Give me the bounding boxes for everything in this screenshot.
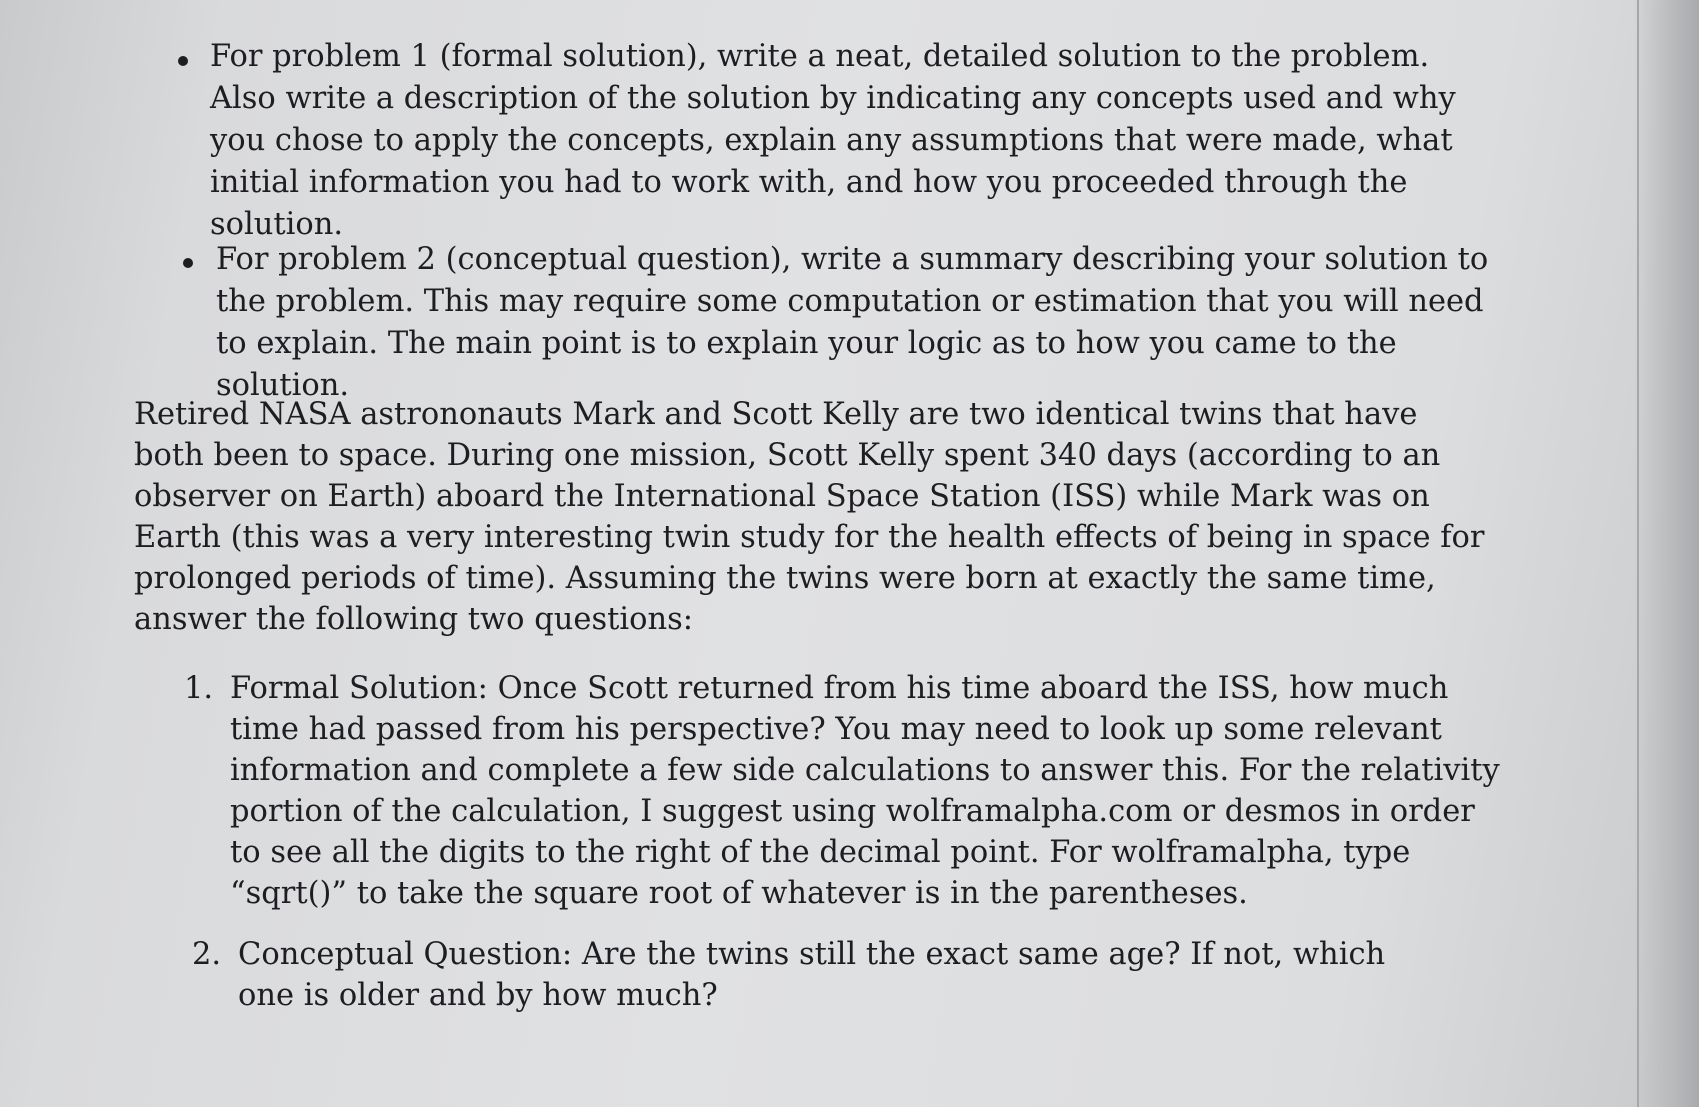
- bullet-1-marker: [178, 56, 188, 66]
- question-1-text: Formal Solution: Once Scott returned from his time aboard the ISS, how much time had passed from his perspective? You may need to look up some relevant information and complete a few side calculations to answer this. For the relativity portion of the calculation, I suggest using wolframalpha.com or desmos in order to see all the digits to the right of the decimal point. For wolframalpha, type “sqrt()” to take the square root of whatever is in the parentheses.: [230, 671, 1500, 911]
- page-shadow: [1634, 0, 1699, 1107]
- bullet-2-text: For problem 2 (conceptual question), write a summary describing your solution to the problem. This may require some computation or estimation that you will need to explain. The main point is to explain your logic as to how you came to the solution.: [216, 242, 1489, 403]
- bullet-1-text: For problem 1 (formal solution), write a neat, detailed solution to the problem. Also write a description of the solution by indicating any concepts used and why you chose to apply the concepts, explain any assumptions that were made, what initial information you had to work with, and how you proceeded through the solution.: [210, 39, 1456, 242]
- question-2-text: Conceptual Question: Are the twins still the exact same age? If not, which one is older and by how much?: [238, 937, 1386, 1013]
- problem-paragraph: Retired NASA astrononauts Mark and Scott Kelly are two identical twins that have both been to space. During one mission, Scott Kelly spent 340 days (according to an observer on Earth) aboard the International Space Station (ISS) while Mark was on Earth (this was a very interesting twin study for the health effects of being in space for prolonged periods of time). Assuming the twins were born at exactly the same time, answer the following two questions:: [134, 397, 1485, 637]
- question-1-number: 1.: [184, 671, 214, 706]
- bullet-2-marker: [183, 258, 193, 268]
- question-2-number: 2.: [192, 937, 222, 972]
